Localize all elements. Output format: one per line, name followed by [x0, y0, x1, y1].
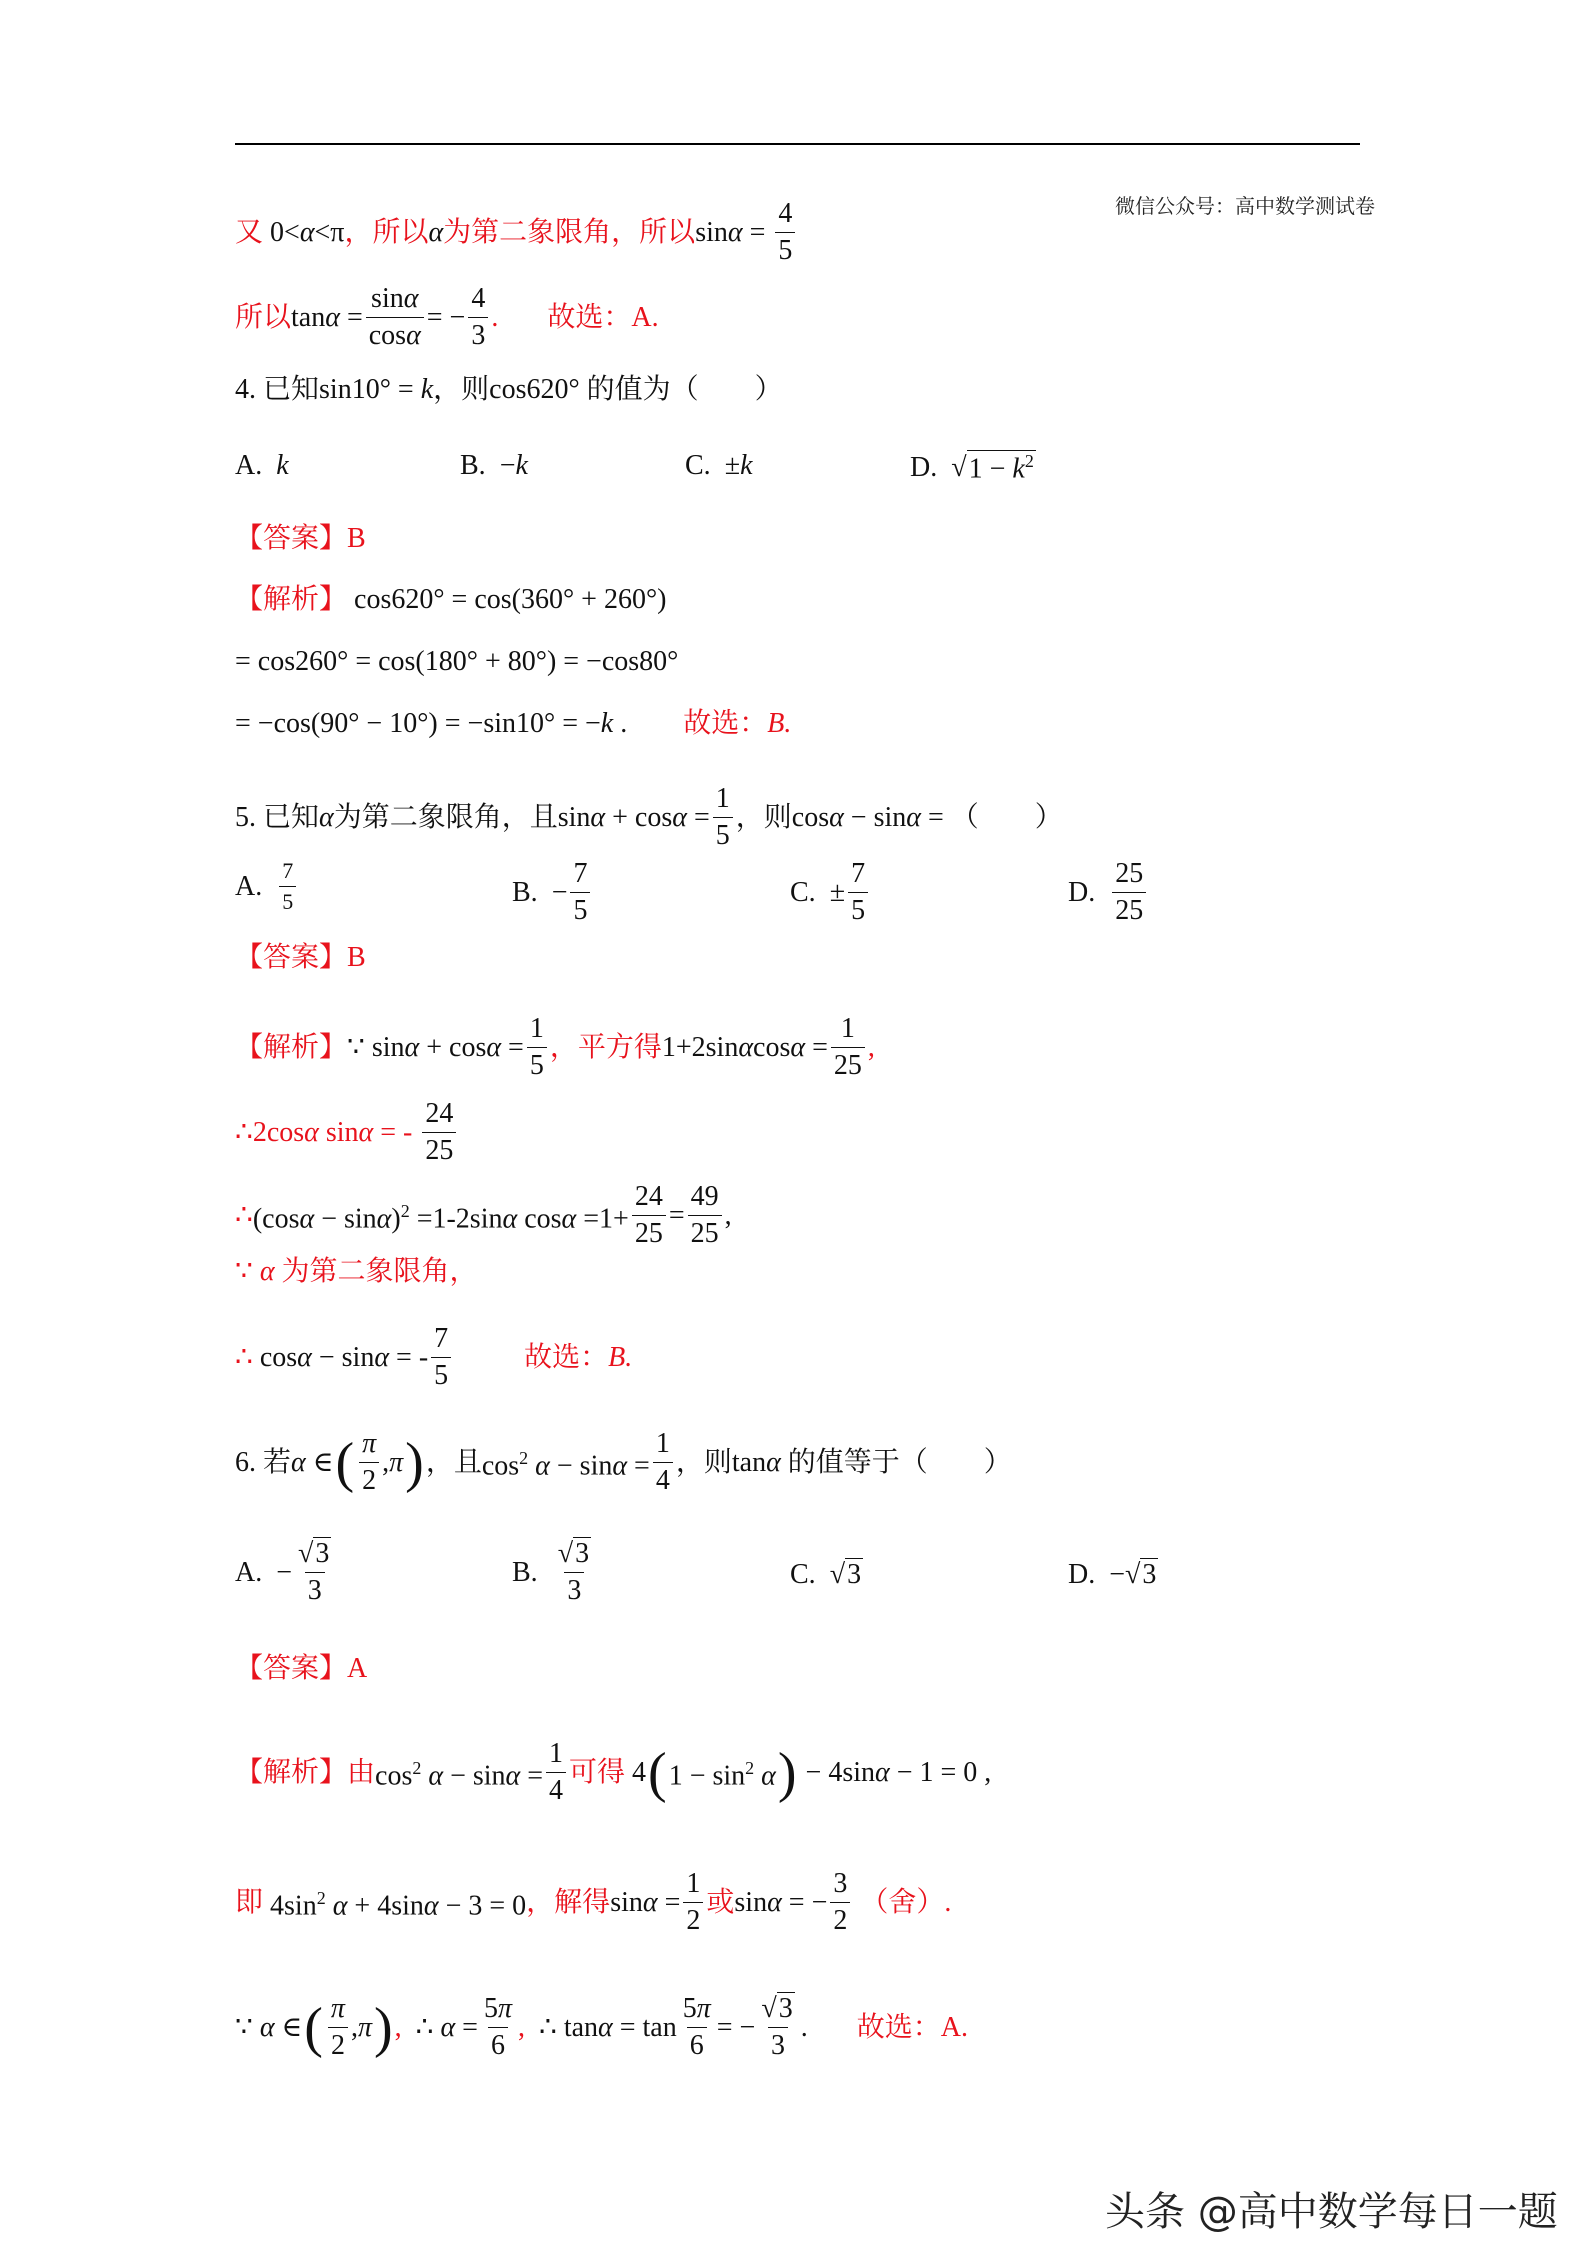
q4-option-d: D. √ $1 - k^2$	[910, 451, 1034, 485]
q6-option-c: C. √ 3	[790, 1558, 862, 1590]
label-kede: 可得	[569, 1756, 626, 1788]
q5-mid: 为第二象限角，且	[333, 801, 558, 833]
q4-mid: ，则	[433, 374, 490, 405]
footer-watermark: 头条 @高中数学每日一题	[1105, 2189, 1558, 2235]
watermark: 微信公众号：高中数学测试卷	[1115, 194, 1375, 218]
frac-4-5: $\frac{4}{5}$	[775, 200, 795, 265]
q6-analysis-3: ∵ α ∈ ( $\frac{\pi}{2}$ ,π ) , ∴ α = $\frac{5\pi}{6}$ , ∴ tanα = tan $\frac{5\pi}{6}$ = − $\frac{√3}{3}$ . 故选：A.	[235, 1993, 968, 2061]
label-ji: 即	[235, 1886, 264, 1918]
label-huo: 或	[706, 1886, 735, 1918]
question-6: 6. 若 α ∈ ( $\frac{\pi}{2}$ ,π ) ，且 $\cos^2 \alpha - \sin\alpha$ = $\frac{1}{4}$ ，则 tanα 的值等于（ ）	[235, 1428, 1012, 1496]
frac-4-3: $\frac{4}{3}$	[468, 285, 488, 350]
label-you: 由	[347, 1756, 376, 1788]
q4-prefix: 4. 已知	[235, 374, 320, 405]
q5-answer: 【答案】B	[235, 942, 366, 973]
q4-option-c: C. ± k	[685, 450, 753, 481]
label-you: 又	[235, 216, 264, 248]
label-guxuan-b: 故选：	[524, 1341, 609, 1373]
q4-option-b: B. − k	[460, 450, 528, 481]
label-she: （舍）.	[860, 1886, 952, 1918]
q5-analysis-3: ∴ $(\cos\alpha - \sin\alpha)^2 =1-2\sin\alpha$ cosα =1+ $\frac{24}{25}$ = $\frac{49}{25}$ ,	[235, 1181, 732, 1249]
label-jiexi: 【解析】	[235, 584, 348, 615]
q5-option-d: D. $\frac{25}{25}$	[1068, 860, 1149, 925]
q6-option-a: A. − $\frac{√3}{3}$	[235, 1538, 330, 1606]
q5-option-c: C. ± $\frac{7}{5}$	[790, 860, 871, 925]
label-square-get: ，平方得	[549, 1031, 662, 1063]
solution-line-1: 又 0<α<π ，所以 α 为第二象限角，所以 sinα = $\frac{4}{5}$	[235, 200, 798, 265]
label-jiexi: 【解析】	[235, 1756, 348, 1788]
label-b: B.	[767, 708, 792, 739]
q5-paren: （ ）	[950, 801, 1063, 833]
q5-analysis-2: ∴2cosα sinα = - $\frac{24}{25}$	[235, 1100, 459, 1165]
q5-analysis-5: ∴ cosα − sinα = - $\frac{7}{5}$ 故选： B.	[235, 1323, 633, 1391]
question-4: 4. 已知 sin10° = k ，则 cos620° 的值为（ ）	[235, 374, 783, 405]
label-b: B.	[608, 1341, 633, 1373]
q6-answer: 【答案】A	[235, 1653, 368, 1684]
label-suoyi2: 所以	[235, 301, 292, 333]
q5-option-b: B. − $\frac{7}{5}$	[512, 860, 593, 925]
q5-then: ，则	[735, 801, 792, 833]
q4-analysis-3: = −cos(90° − 10°) = −sin10° = −k . 故选： B.	[235, 708, 792, 739]
q5-analysis-4: ∵ α 为第二象限角，	[235, 1256, 478, 1287]
q6-suffix: 的值等于（ ）	[787, 1446, 1012, 1478]
q5-analysis-1: 【解析】 ∵ sinα + cosα = $\frac{1}{5}$ ，平方得 1+2sinαcosα = $\frac{1}{25}$ ,	[235, 1013, 875, 1081]
label-jiexi: 【解析】	[235, 1031, 348, 1063]
q4-option-a: A. k	[235, 450, 289, 481]
q4-suffix: 的值为（ ）	[586, 374, 783, 405]
q5-prefix: 5. 已知	[235, 801, 320, 833]
frac-sin-cos: $\frac{\sin\alpha}{\cos\alpha}$	[366, 285, 424, 350]
label-guxuan-b: 故选：	[683, 708, 768, 739]
q6-option-b: B. $\frac{√3}{3}$	[512, 1538, 590, 1606]
label-suoyi: ，所以	[344, 216, 429, 248]
label-second-quadrant: 为第二象限角，所以	[443, 216, 696, 248]
q6-option-d: D. −√ 3	[1068, 1558, 1157, 1590]
label-since-second: 为第二象限角，	[281, 1256, 478, 1287]
q4-analysis-2: = cos260° = cos(180° + 80°) = −cos80°	[235, 646, 679, 677]
q6-prefix: 6. 若	[235, 1446, 292, 1478]
label-guxuan-a2: 故选：A.	[856, 2011, 968, 2043]
q6-and: ，且	[425, 1446, 482, 1478]
question-5: 5. 已知 α 为第二象限角，且 sinα + cosα = $\frac{1}{5}$ ，则 cosα − sinα = （ ）	[235, 783, 1063, 851]
q6-analysis-1: 【解析】 由 $\cos^2 \alpha - \sin\alpha$ = $\frac{1}{4}$ 可得 4 ( $1 - \sin^2 \alpha$ ) − 4sinα − 1 = 0 ,	[235, 1738, 992, 1806]
q5-option-a: A. $\frac{7}{5}$	[235, 860, 299, 913]
header-rule	[235, 143, 1360, 145]
q4-analysis-1: 【解析】 cos620° = cos(360° + 260°)	[235, 584, 667, 615]
q4-answer: 【答案】B	[235, 523, 366, 554]
q6-analysis-2: 即 $4\sin^2$ α + 4sinα − 3 = 0 ，解得 sinα = $\frac{1}{2}$ 或 sinα = − $\frac{3}{2}$ （舍）.	[235, 1868, 952, 1936]
q6-then: ，则	[675, 1446, 732, 1478]
label-jiede: ，解得	[526, 1886, 611, 1918]
solution-line-2: 所以 tanα = $\frac{\sin\alpha}{\cos\alpha}$ = − $\frac{4}{3}$ . 故选：A.	[235, 283, 659, 351]
label-guxuan-a: 故选：A.	[547, 301, 659, 333]
